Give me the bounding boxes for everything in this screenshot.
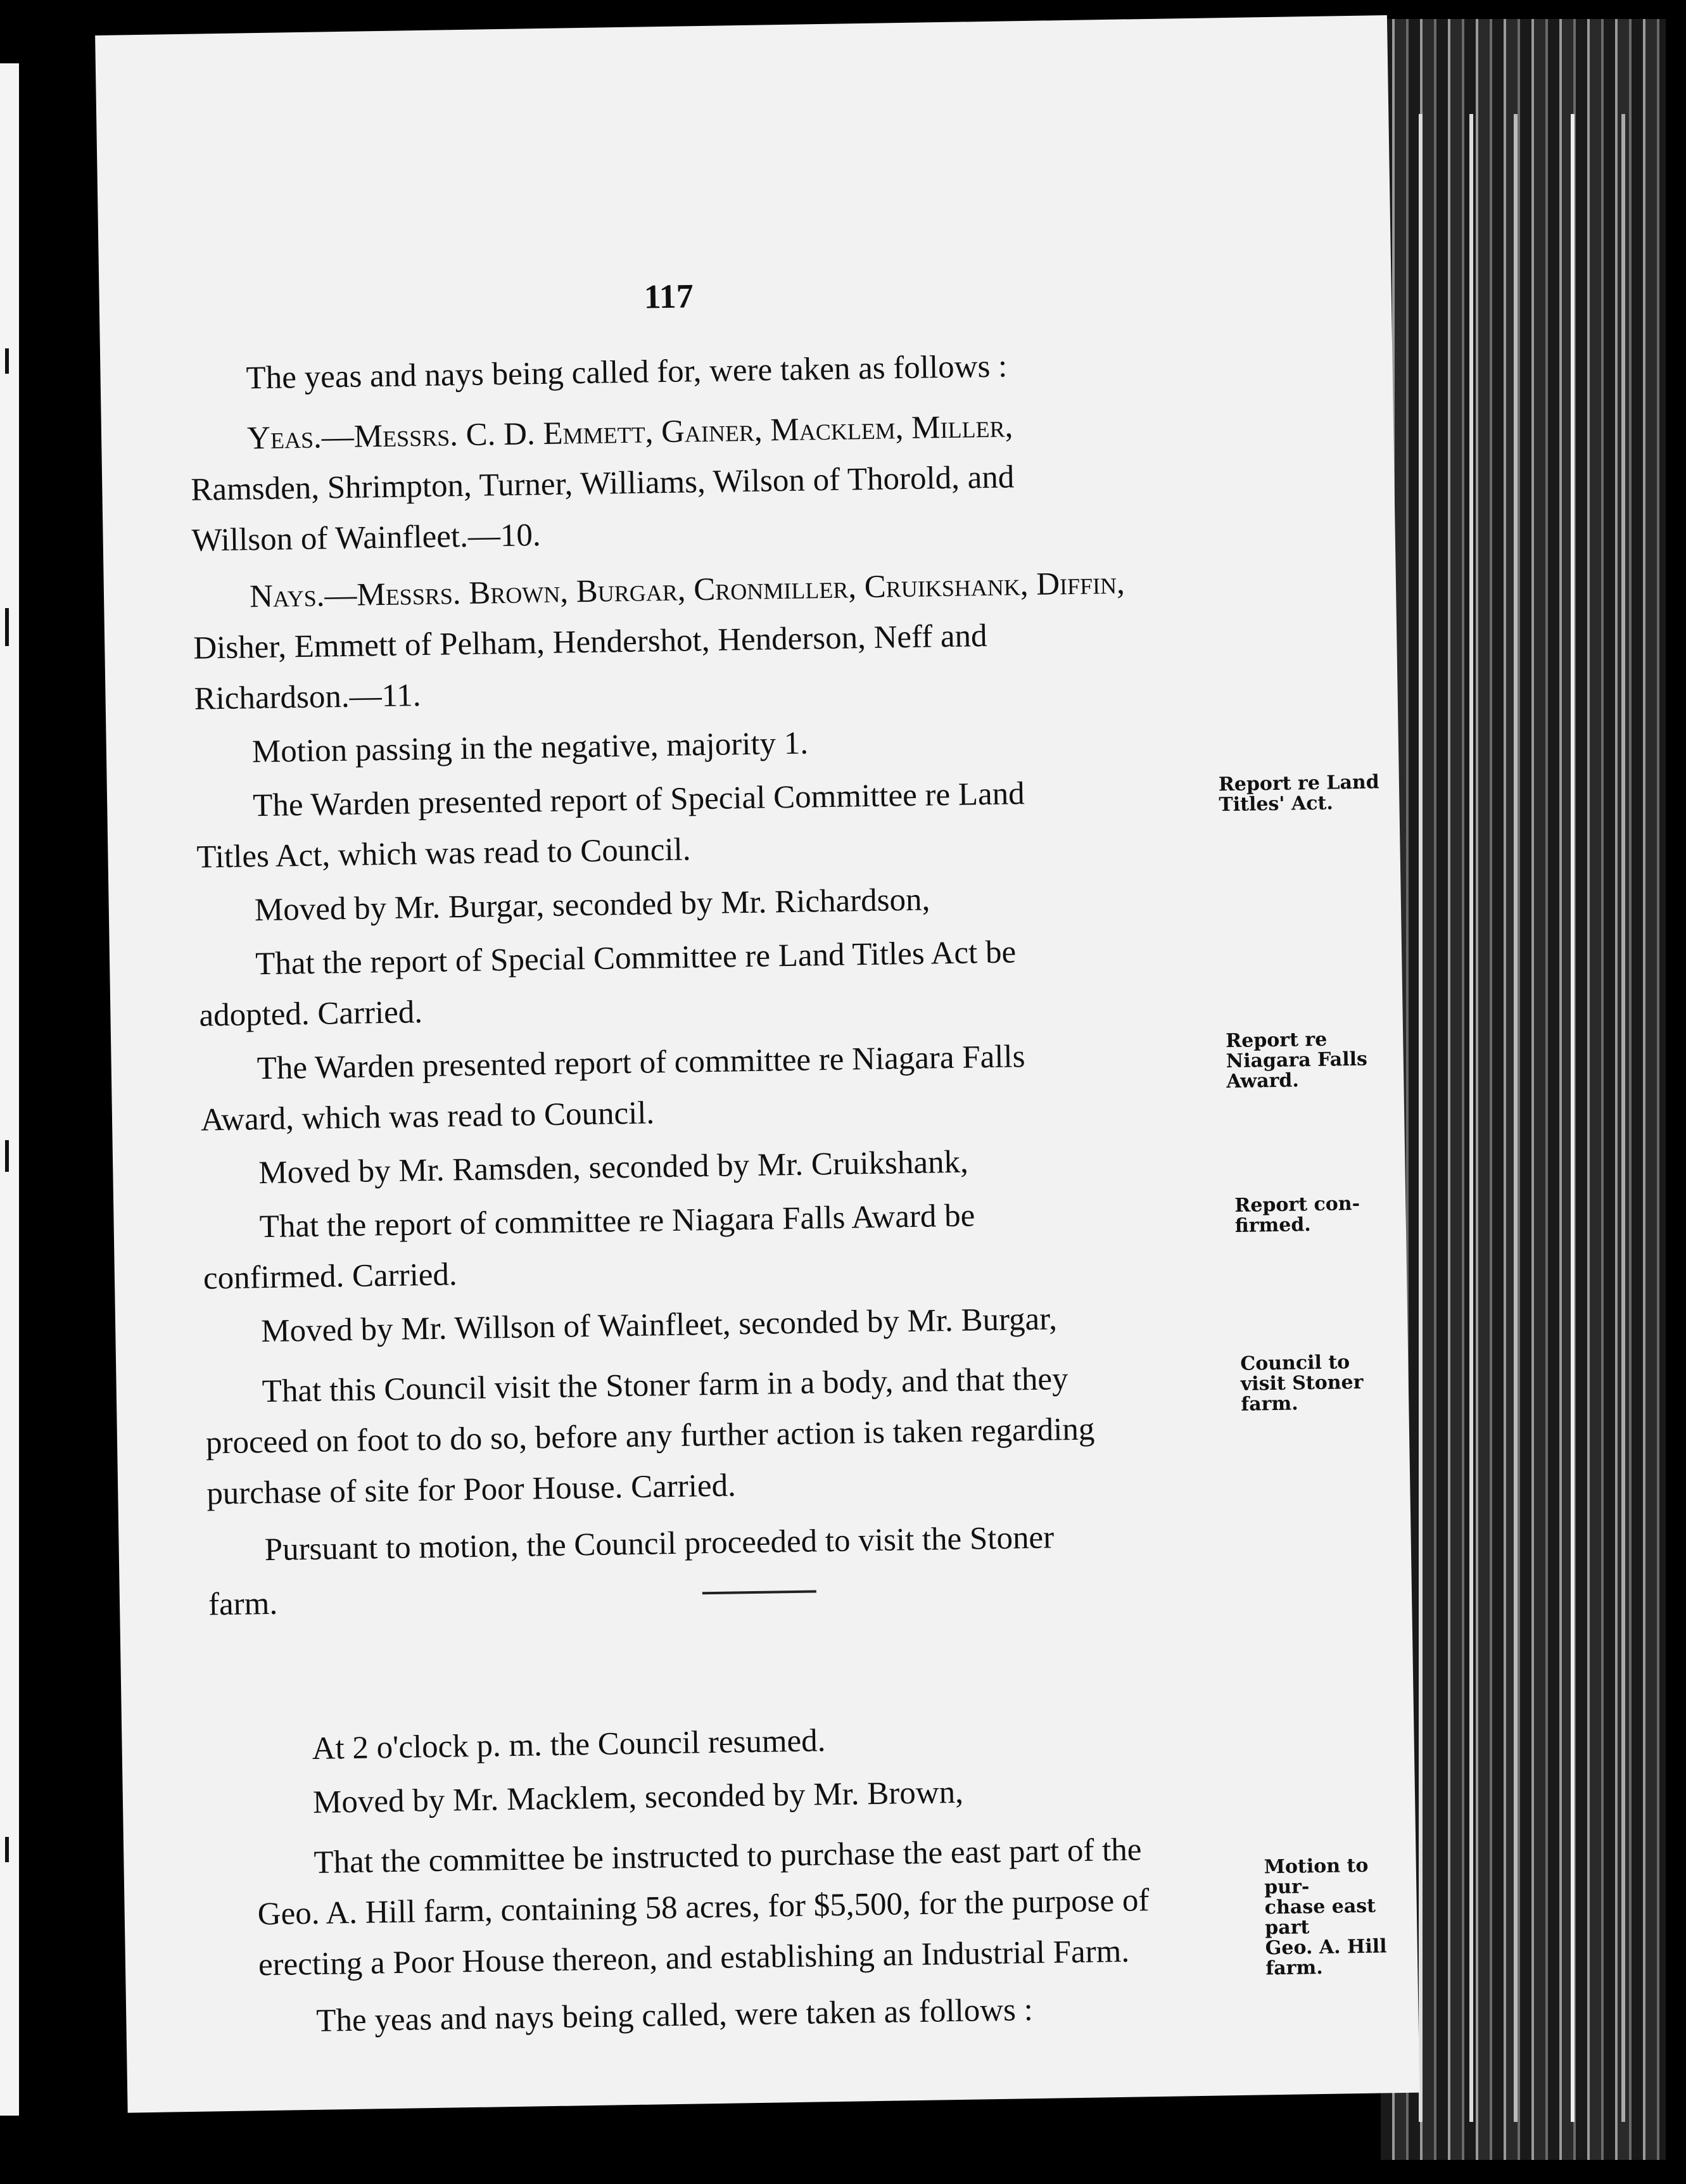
text-line: Yeas.—Messrs. C. D. Emmett, Gainer, Macklem, Miller, [246,409,1013,457]
page-number: 117 [643,277,694,316]
text-line: purchase of site for Poor House. Carried. [206,1468,737,1512]
text-line: adopted. Carried. [199,994,423,1034]
margin-note: Report re Land Titles' Act. [1218,771,1379,816]
text-line: The yeas and nays being called for, were taken as follows : [246,348,1008,397]
text-line: At 2 o'clock p. m. the Council resumed. [312,1723,826,1767]
page-edges [1381,19,1666,2160]
text-line: confirmed. Carried. [203,1257,458,1297]
text-line: Award, which was read to Council. [200,1095,655,1138]
text-line: The Warden presented report of committee re Niagara Falls [257,1039,1025,1087]
margin-note: Report re Niagara Falls Award. [1226,1028,1368,1093]
text-line: That the report of Special Committee re Land Titles Act be [255,934,1017,982]
text-line: Richardson.—11. [194,678,421,717]
text-line: farm. [208,1585,278,1623]
text-line: Moved by Mr. Macklem, seconded by Mr. Brown, [312,1774,964,1820]
text-line: Moved by Mr. Ramsden, seconded by Mr. Cruikshank, [258,1144,969,1191]
margin-note: Motion to pur- chase east part Geo. A. Hill farm. [1264,1854,1387,1980]
book-page [95,15,1419,2113]
text-line: The yeas and nays being called, were taken as follows : [315,1992,1034,2039]
text-line: Ramsden, Shrimpton, Turner, Williams, Wilson of Thorold, and [190,459,1015,508]
text-line: Moved by Mr. Willson of Wainfleet, seconded by Mr. Burgar, [260,1301,1058,1350]
text-line: erecting a Poor House thereon, and establishing an Industrial Farm. [258,1933,1130,1983]
text-line: That the committee be instructed to purchase the east part of the [314,1832,1142,1881]
text-line: The Warden presented report of Special Committee re Land [252,776,1025,824]
text-line: Nays.—Messrs. Brown, Burgar, Cronmiller, Cruikshank, Diffin, [249,565,1125,615]
text-line: That the report of committee re Niagara Falls Award be [259,1198,975,1245]
facing-page-edge [0,63,19,2116]
text-line: proceed on foot to do so, before any further action is taken regarding [205,1411,1095,1461]
text-line: Willson of Wainfleet.—10. [191,517,542,559]
text-line: Motion passing in the negative, majority 1. [251,725,809,770]
text-line: Moved by Mr. Burgar, seconded by Mr. Richardson, [254,882,930,929]
text-line: Geo. A. Hill farm, containing 58 acres, for $5,500, for the purpose of [257,1882,1150,1933]
text-line: Pursuant to motion, the Council proceeded to visit the Stoner [264,1520,1055,1568]
margin-note: Council to visit Stoner farm. [1240,1351,1364,1416]
text-line: Titles Act, which was read to Council. [196,832,691,875]
margin-note: Report con- firmed. [1234,1192,1360,1237]
text-line: That this Council visit the Stoner farm in a body, and that they [262,1361,1068,1410]
section-divider [702,1590,816,1594]
text-line: Disher, Emmett of Pelham, Hendershot, Henderson, Neff and [193,618,987,666]
